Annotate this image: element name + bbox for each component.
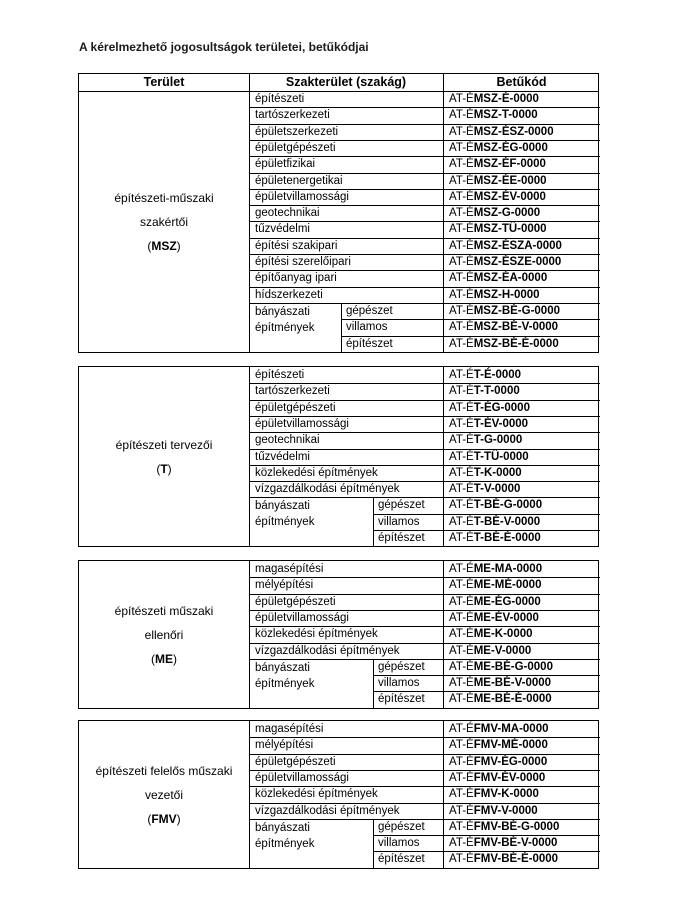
data-table [78,73,599,353]
betukod-cell [449,432,522,448]
code-body: T-T-0000 [473,385,520,397]
betukod-cell [449,497,542,513]
code-prefix: AT-É [449,223,474,235]
code-prefix: AT-É [449,93,474,105]
betukod-cell [449,561,542,577]
betukod-cell [449,400,530,416]
betukod-cell [449,367,521,383]
code-body: T-BÉ-É-0000 [473,532,541,544]
column-divider [443,721,444,868]
mining-sub-cell: építészet [378,532,425,544]
code-prefix: AT-É [449,661,474,673]
szakterulet-cell: építészeti [255,93,305,105]
mining-label [255,498,314,530]
code-body: ME-MA-0000 [473,563,543,575]
data-table [78,366,599,547]
code-prefix: AT-É [449,821,474,833]
mining-sub-cell: építészet [346,338,393,350]
area-code-line [79,234,249,258]
code-body: ME-BÉ-G-0000 [473,661,553,673]
mining-label [255,820,314,852]
sub-column-divider [373,497,374,546]
mining-sub-cell: villamos [378,677,420,689]
area-label-line: építészeti műszaki [114,603,214,618]
betukod-cell [449,173,547,189]
page-title: A kérelmezhető jogosultságok területei, betűkódjai [79,40,369,54]
header-szakterulet: Szakterület (szakág) [285,75,407,89]
code-body: ME-K-0000 [473,628,533,640]
mining-label-line: építmények [255,678,315,690]
paren: ( [156,461,161,476]
code-body: T-ÉG-0000 [473,402,530,414]
szakterulet-cell: magasépítési [255,723,324,735]
mining-sub-cell: gépészet [378,661,425,673]
szakterulet-cell: épületvillamossági [255,191,349,203]
code-prefix: AT-É [449,853,474,865]
area-code: FMV [151,811,177,826]
szakterulet-cell: tűzvédelmi [255,451,310,463]
betukod-cell [449,449,529,465]
code-prefix: AT-É [449,321,474,333]
betukod-cell [449,270,547,286]
paren: ) [167,461,172,476]
column-divider [443,367,444,546]
code-prefix: AT-É [449,579,474,591]
szakterulet-cell: épületgépészeti [255,756,336,768]
area-code-line [79,807,249,831]
column-divider [249,367,250,546]
szakterulet-cell: épületgépészeti [255,402,336,414]
betukod-cell [449,481,520,497]
data-table [78,720,599,869]
betukod-cell [449,416,528,432]
szakterulet-cell: épületszerkezeti [255,126,339,138]
szakterulet-cell: építészeti [255,369,305,381]
mining-sub-cell: építészet [378,853,425,865]
area-code-line [79,647,249,671]
code-prefix: AT-É [449,628,474,640]
szakterulet-cell: építési szakipari [255,240,338,252]
szakterulet-cell: vízgazdálkodási építmények [255,483,400,495]
code-body: T-V-0000 [473,483,521,495]
area-label [79,759,249,831]
mining-label [255,660,314,692]
code-body: MSZ-ÉSZE-0000 [473,256,562,268]
szakterulet-cell: tűzvédelmi [255,223,310,235]
mining-label-line: bányászati [255,822,310,834]
column-divider [249,74,250,352]
code-prefix: AT-É [449,418,474,430]
code-prefix: AT-É [449,207,474,219]
code-body: MSZ-TÜ-0000 [473,223,547,235]
betukod-cell [449,610,539,626]
code-prefix: AT-É [449,175,474,187]
betukod-cell [449,691,552,707]
mining-label [255,304,314,336]
mining-label-line: bányászati [255,662,310,674]
header-betukod: Betűkód [496,75,547,89]
code-prefix: AT-É [449,434,474,446]
area-code-line [79,457,249,481]
code-body: ME-MÉ-0000 [473,579,542,591]
code-prefix: AT-É [449,451,474,463]
betukod-cell [449,140,548,156]
betukod-cell [449,594,541,610]
betukod-cell [449,91,539,107]
szakterulet-cell: építési szerelőipari [255,256,351,268]
mining-label-line: bányászati [255,306,310,318]
szakterulet-cell: tartószerkezeti [255,109,330,121]
szakterulet-cell: mélyépítési [255,739,314,751]
betukod-cell [449,514,540,530]
szakterulet-cell: mélyépítési [255,579,314,591]
code-body: T-TÜ-0000 [473,451,529,463]
mining-label-line: építmények [255,322,315,334]
code-prefix: AT-É [449,272,474,284]
betukod-cell [449,659,553,675]
paren: ( [147,811,152,826]
code-prefix: AT-É [449,596,474,608]
code-prefix: AT-É [449,516,474,528]
betukod-cell [449,319,558,335]
code-prefix: AT-É [449,289,474,301]
mining-sub-cell: villamos [378,516,420,528]
column-divider [443,74,444,352]
code-prefix: AT-É [449,532,474,544]
code-body: MSZ-É-0000 [473,93,539,105]
code-body: T-G-0000 [473,434,523,446]
code-body: MSZ-ÉSZA-0000 [473,240,562,252]
betukod-cell [449,851,558,867]
code-prefix: AT-É [449,756,474,768]
code-body: T-É-0000 [473,369,522,381]
code-prefix: AT-É [449,385,474,397]
code-body: FMV-MÉ-0000 [473,739,548,751]
betukod-cell [449,156,546,172]
code-body: MSZ-BÉ-V-0000 [473,321,559,333]
code-prefix: AT-É [449,109,474,121]
betukod-cell [449,124,554,140]
szakterulet-cell: tartószerkezeti [255,385,330,397]
area-label-line: építészeti-műszaki [114,190,214,205]
betukod-cell [449,303,560,319]
szakterulet-cell: közlekedési építmények [255,467,378,479]
code-body: MSZ-BÉ-G-0000 [473,305,560,317]
code-prefix: AT-É [449,126,474,138]
code-prefix: AT-É [449,305,474,317]
code-prefix: AT-É [449,739,474,751]
betukod-cell [449,221,547,237]
area-label-line: építészeti felelős műszaki [95,763,233,778]
code-prefix: AT-É [449,723,474,735]
code-body: ME-ÉV-0000 [473,612,539,624]
mining-sub-cell: gépészet [378,499,425,511]
szakterulet-cell: építőanyag ipari [255,272,337,284]
szakterulet-cell: épületenergetikai [255,175,343,187]
betukod-cell [449,254,561,270]
code-prefix: AT-É [449,338,474,350]
code-prefix: AT-É [449,402,474,414]
betukod-cell [449,205,540,221]
area-code: ME [155,651,173,666]
betukod-cell [449,803,538,819]
szakterulet-cell: épületgépészeti [255,142,336,154]
szakterulet-cell: épületvillamossági [255,772,349,784]
code-prefix: AT-É [449,142,474,154]
sub-column-divider [373,819,374,868]
code-prefix: AT-É [449,788,474,800]
betukod-cell [449,383,520,399]
code-body: MSZ-BÉ-É-0000 [473,338,559,350]
code-body: T-ÉV-0000 [473,418,529,430]
betukod-cell [449,287,540,303]
column-divider [249,561,250,708]
mining-sub-cell: építészet [378,693,425,705]
code-body: FMV-BÉ-G-0000 [473,821,560,833]
code-prefix: AT-É [449,837,474,849]
code-prefix: AT-É [449,645,474,657]
code-prefix: AT-É [449,191,474,203]
mining-label-line: építmények [255,838,315,850]
code-prefix: AT-É [449,612,474,624]
szakterulet-cell: hídszerkezeti [255,289,323,301]
code-body: ME-V-0000 [473,645,532,657]
code-body: T-BÉ-G-0000 [473,499,543,511]
code-body: FMV-ÉV-0000 [473,772,546,784]
szakterulet-cell: épületfizikai [255,158,316,170]
mining-sub-cell: gépészet [346,305,393,317]
szakterulet-cell: közlekedési építmények [255,788,378,800]
code-body: MSZ-G-0000 [473,207,541,219]
code-body: FMV-V-0000 [473,805,538,817]
mining-label-line: bányászati [255,500,310,512]
code-body: MSZ-ÉV-0000 [473,191,546,203]
betukod-cell [449,737,548,753]
betukod-cell [449,336,559,352]
code-body: MSZ-T-0000 [473,109,538,121]
code-prefix: AT-É [449,772,474,784]
code-prefix: AT-É [449,256,474,268]
betukod-cell [449,107,538,123]
szakterulet-cell: közlekedési építmények [255,628,378,640]
betukod-cell [449,189,546,205]
betukod-cell [449,675,551,691]
betukod-cell [449,754,547,770]
column-divider [443,561,444,708]
area-label [79,186,249,258]
code-body: MSZ-ÉG-0000 [473,142,548,154]
area-code: MSZ [151,238,177,253]
betukod-cell [449,770,545,786]
area-label-line: szakértői [139,214,189,229]
code-prefix: AT-É [449,158,474,170]
sub-column-divider [373,659,374,708]
paren: ) [176,238,181,253]
code-prefix: AT-É [449,369,474,381]
code-prefix: AT-É [449,563,474,575]
mining-sub-cell: gépészet [378,821,425,833]
szakterulet-cell: épületvillamossági [255,612,349,624]
data-table [78,560,599,709]
szakterulet-cell: geotechnikai [255,434,320,446]
code-body: FMV-BÉ-É-0000 [473,853,559,865]
area-code: T [160,461,168,476]
area-label-line: építészeti tervezői [115,437,213,452]
table-header [79,74,598,92]
betukod-cell [449,238,562,254]
szakterulet-cell: épületvillamossági [255,418,349,430]
paren: ( [147,238,152,253]
code-body: FMV-ÉG-0000 [473,756,548,768]
code-prefix: AT-É [449,467,474,479]
code-body: MSZ-ÉE-0000 [473,175,547,187]
mining-sub-cell: villamos [346,321,388,333]
szakterulet-cell: magasépítési [255,563,324,575]
area-label-line: vezetői [144,787,184,802]
code-prefix: AT-É [449,677,474,689]
code-body: T-K-0000 [473,467,522,479]
code-body: MSZ-H-0000 [473,289,540,301]
code-body: FMV-MA-0000 [473,723,549,735]
szakterulet-cell: épületgépészeti [255,596,336,608]
betukod-cell [449,465,522,481]
column-divider [249,721,250,868]
code-prefix: AT-É [449,805,474,817]
mining-label-line: építmények [255,516,315,528]
code-body: ME-BÉ-É-0000 [473,693,552,705]
code-body: ME-ÉG-0000 [473,596,541,608]
code-body: T-BÉ-V-0000 [473,516,541,528]
code-body: MSZ-ÉA-0000 [473,272,548,284]
betukod-cell [449,626,533,642]
code-body: MSZ-ÉF-0000 [473,158,546,170]
mining-sub-cell: villamos [378,837,420,849]
betukod-cell [449,835,557,851]
code-body: MSZ-ÉSZ-0000 [473,126,554,138]
szakterulet-cell: geotechnikai [255,207,320,219]
code-body: FMV-K-0000 [473,788,539,800]
betukod-cell [449,721,549,737]
betukod-cell [449,530,541,546]
betukod-cell [449,643,531,659]
paren: ) [173,651,177,666]
code-prefix: AT-É [449,483,474,495]
code-body: ME-BÉ-V-0000 [473,677,552,689]
szakterulet-cell: vízgazdálkodási építmények [255,805,400,817]
szakterulet-cell: vízgazdálkodási építmények [255,645,400,657]
code-prefix: AT-É [449,693,474,705]
sub-column-divider [341,303,342,352]
betukod-cell [449,577,541,593]
paren: ) [176,811,181,826]
betukod-cell [449,819,559,835]
code-prefix: AT-É [449,240,474,252]
betukod-cell [449,786,539,802]
area-label [79,433,249,481]
area-label-line: ellenőri [144,627,184,642]
paren: ( [151,651,155,666]
header-terulet: Terület [143,75,185,89]
code-body: FMV-BÉ-V-0000 [473,837,558,849]
area-label [79,599,249,671]
code-prefix: AT-É [449,499,474,511]
